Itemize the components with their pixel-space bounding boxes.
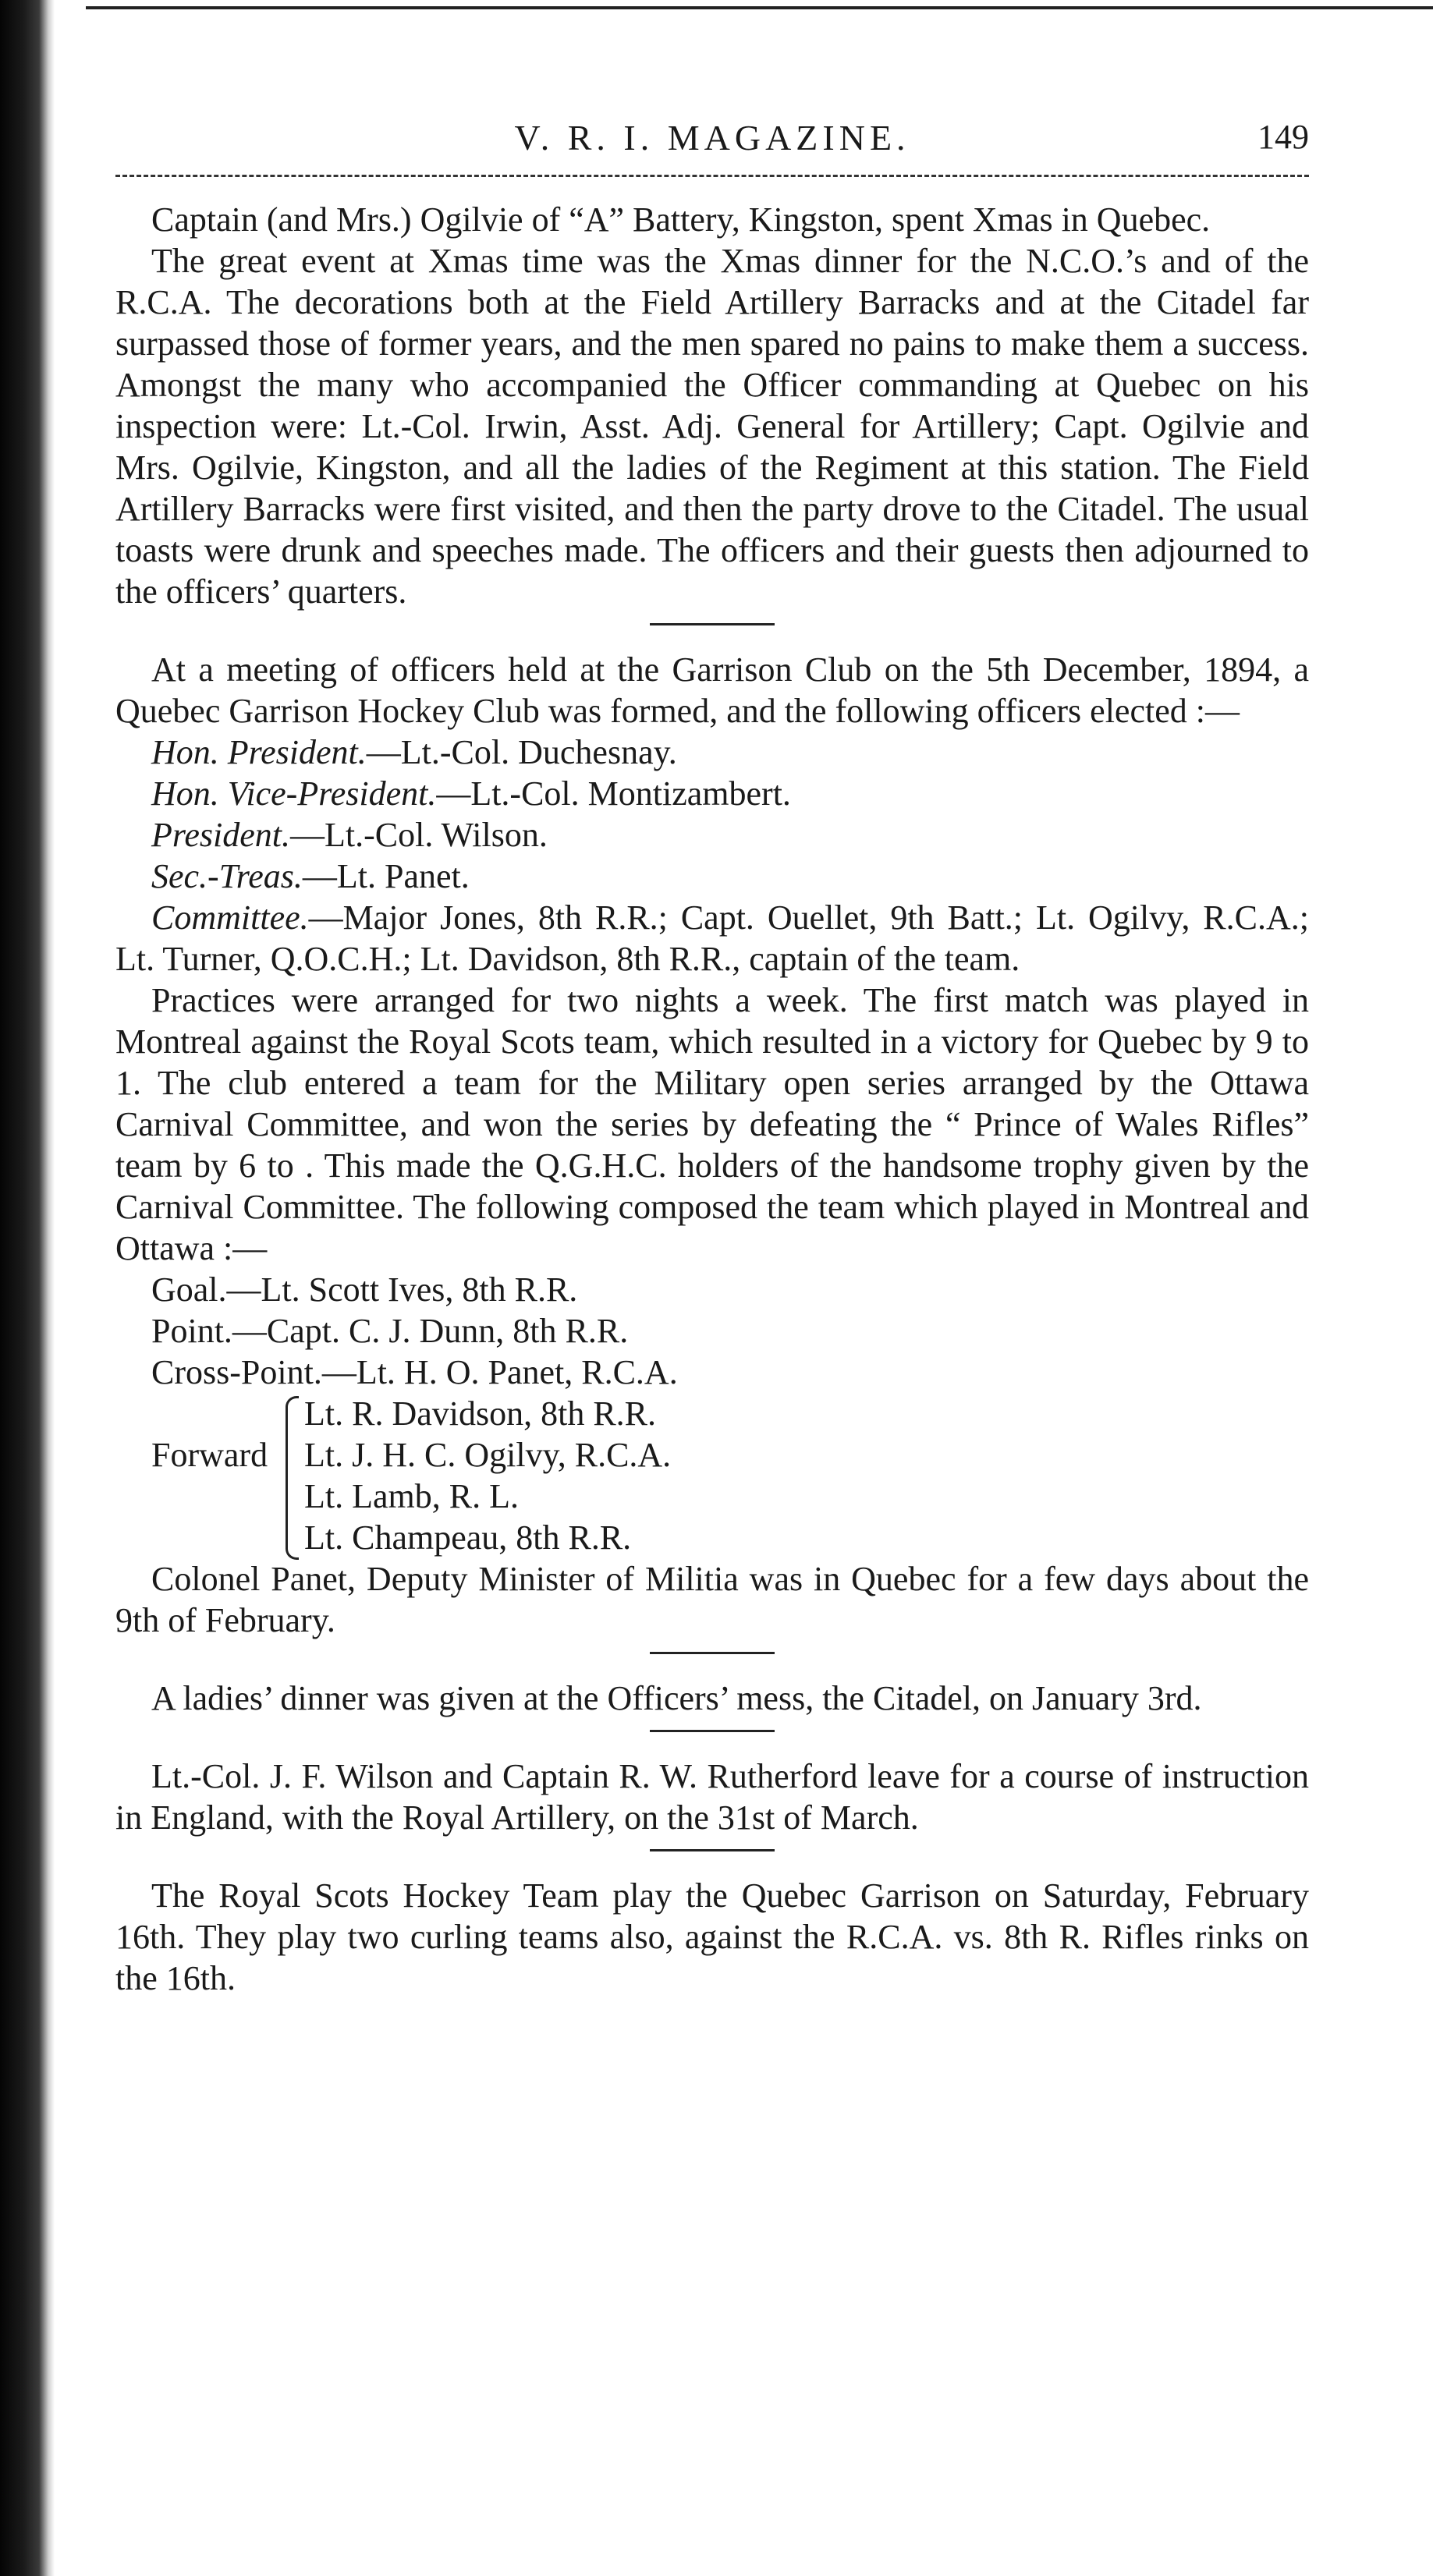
section-separator	[650, 1652, 775, 1654]
top-rule	[86, 6, 1433, 9]
page-number: 149	[1257, 118, 1309, 156]
officer-title: Committee.	[151, 898, 309, 937]
section-separator	[650, 1730, 775, 1732]
forward-player: Lt. J. H. C. Ogilvy, R.C.A.	[304, 1436, 672, 1474]
officer-title: Hon. President.	[151, 733, 367, 771]
officer-title: Hon. Vice-President.	[151, 774, 437, 813]
forward-list	[304, 1393, 671, 1558]
header-rule	[115, 175, 1309, 177]
officer-name: —Lt.-Col. Montizambert.	[436, 774, 791, 813]
officer-name: —Lt. Panet.	[302, 857, 470, 895]
magazine-page	[115, 117, 1309, 1999]
paragraph-ogilvie-xmas: Captain (and Mrs.) Ogilvie of “A” Battery, Kingston, spent Xmas in Quebec.	[151, 200, 1211, 239]
officer-name: —Lt.-Col. Duchesnay.	[366, 733, 677, 771]
officer-committee	[115, 897, 1309, 980]
binding-edge	[0, 0, 55, 2576]
paragraph-hockey-club: At a meeting of officers held at the Garrison Club on the 5th December, 1894, a Quebec Garrison Hockey Club was formed, and the following officers elected :—	[115, 650, 1309, 730]
officer-title: President.	[151, 816, 290, 854]
officer-name: —Major Jones, 8th R.R.; Capt. Ouellet, 9th Batt.; Lt. Ogilvy, R.C.A.; Lt. Turner, Q.O.C.H.; Lt. Davidson, 8th R.R., captain of the team.	[115, 898, 1309, 978]
officer-president	[115, 814, 1309, 856]
paragraph-xmas-dinner: The great event at Xmas time was the Xmas dinner for the N.C.O.’s and of the R.C.A. The decorations both at the Field Artillery Barracks and at the Citadel far surpassed those of former years, and the men spared no pains to make them a success. Amongst the many who accompanied the Officer commanding at Quebec on his inspection were: Lt.-Col. Irwin, Asst. Adj. General for Artillery; Capt. Ogilvie and Mrs. Ogilvie, Kingston, and all the ladies of the Regiment at this station. The Field Artillery Barracks were first visited, and then the party drove to the Citadel. The usual toasts were drunk and speeches made. The officers and their guests then adjourned to the officers’ quarters.	[115, 242, 1309, 611]
forward-player: Lt. Champeau, 8th R.R.	[304, 1518, 632, 1557]
team-goal: Goal.—Lt. Scott Ives, 8th R.R.	[151, 1270, 578, 1309]
officer-title: Sec.-Treas.	[151, 857, 303, 895]
paragraph-instruction-course: Lt.-Col. J. F. Wilson and Captain R. W. Rutherford leave for a course of instruction in England, with the Royal Artillery, on the 31st of March.	[115, 1757, 1309, 1837]
paragraph-ladies-dinner: A ladies’ dinner was given at the Officers’ mess, the Citadel, on January 3rd.	[151, 1679, 1202, 1717]
team-forwards	[115, 1393, 1309, 1558]
officer-name: —Lt.-Col. Wilson.	[290, 816, 548, 854]
officer-hon-vice-president	[115, 773, 1309, 814]
paragraph-royal-scots: The Royal Scots Hockey Team play the Quebec Garrison on Saturday, February 16th. They play two curling teams also, against the R.C.A. vs. 8th R. Rifles rinks on the 16th.	[115, 1876, 1309, 1997]
running-head	[115, 117, 1309, 172]
section-separator	[650, 1849, 775, 1851]
paragraph-colonel-panet: Colonel Panet, Deputy Minister of Militia was in Quebec for a few days about the 9th of February.	[115, 1560, 1309, 1639]
brace-icon	[286, 1396, 299, 1560]
officer-sec-treas	[115, 856, 1309, 897]
officer-hon-president	[115, 732, 1309, 773]
team-point: Point.—Capt. C. J. Dunn, 8th R.R.	[151, 1312, 629, 1350]
paragraph-practices: Practices were arranged for two nights a week. The first match was played in Montreal against the Royal Scots team, which resulted in a victory for Quebec by 9 to 1. The club entered a team for the Military open series arranged by the Ottawa Carnival Committee, and won the series by defeating the “ Prince of Wales Rifles” team by 6 to . This made the Q.G.H.C. holders of the handsome trophy given by the Carnival Committee. The following composed the team which played in Montreal and Ottawa :—	[115, 981, 1309, 1267]
magazine-title: V. R. I. MAGAZINE.	[514, 118, 910, 158]
forward-label: Forward	[151, 1436, 268, 1474]
team-cross-point: Cross-Point.—Lt. H. O. Panet, R.C.A.	[151, 1353, 678, 1391]
forward-player: Lt. Lamb, R. L.	[304, 1477, 519, 1515]
forward-player: Lt. R. Davidson, 8th R.R.	[304, 1394, 657, 1433]
section-separator	[650, 623, 775, 625]
